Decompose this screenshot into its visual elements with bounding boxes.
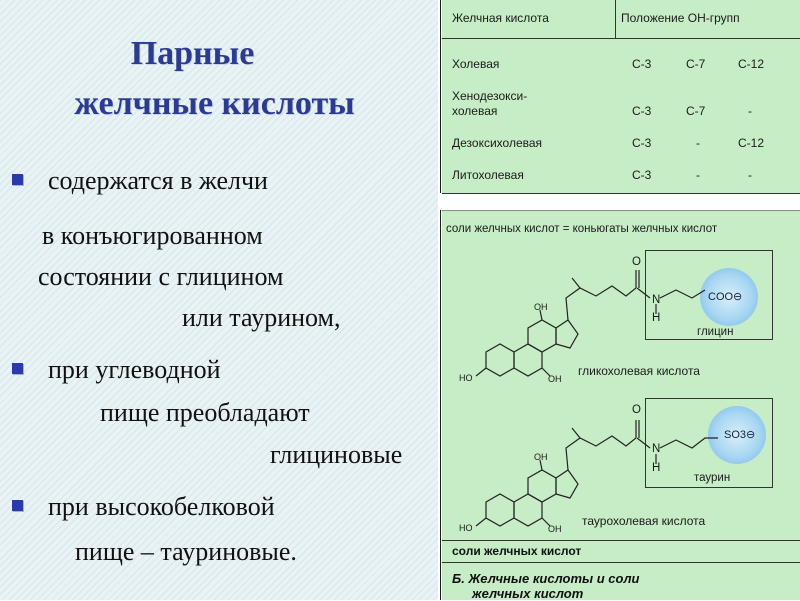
- amide-h: H: [652, 312, 661, 324]
- bullet1-line2: в конъюгированном: [42, 221, 263, 250]
- ho-3-2: HO: [459, 523, 473, 533]
- row1-c12: С-12: [738, 57, 765, 71]
- row3-name: Дезоксихолевая: [452, 136, 543, 150]
- amide-h-2: H: [652, 462, 661, 474]
- carbonyl-o: O: [632, 256, 641, 268]
- row4-c7: -: [696, 168, 700, 182]
- row2-c3: С-3: [632, 104, 652, 118]
- bullet2-line3: глициновые: [270, 440, 403, 469]
- row1-c3: С-3: [632, 57, 652, 71]
- glycocholic-acid-label: гликохолевая кислота: [578, 364, 700, 378]
- ho-3: HO: [459, 373, 473, 383]
- slide-title-line1: Парные: [130, 35, 255, 72]
- bullet2-line1: при углеводной: [48, 355, 221, 384]
- glycine-name: глицин: [697, 326, 734, 338]
- row4-name: Литохолевая: [452, 168, 524, 182]
- row2-name-line1: Хенодезокси-: [452, 89, 528, 103]
- taurine-name: таурин: [694, 472, 731, 484]
- carbonyl-o-2: O: [632, 404, 641, 416]
- oh-12-2: OH: [534, 452, 548, 462]
- table-header-oh: Положение ОН-групп: [621, 11, 740, 25]
- row1-name: Холевая: [452, 57, 500, 71]
- glycine-ion-label: COO⊖: [708, 291, 743, 303]
- footer-salts-label: соли желчных кислот: [452, 544, 582, 558]
- oh-7-2: OH: [548, 524, 562, 534]
- bullet2-line2: пище преобладают: [100, 398, 310, 427]
- row3-c3: С-3: [632, 136, 652, 150]
- bullet1-line1: содержатся в желчи: [48, 166, 268, 195]
- figure-header: соли желчных кислот = коньюгаты желчных кислот: [446, 223, 718, 235]
- slide-title-line2: желчные кислоты: [74, 85, 355, 122]
- figure-caption-line2: желчных кислот: [472, 586, 584, 601]
- row4-c12: -: [748, 168, 752, 182]
- bullet3-line1: при высокобелковой: [48, 492, 275, 521]
- bullet1-line3: состоянии с глицином: [38, 262, 284, 291]
- row2-name-line2: холевая: [452, 104, 498, 118]
- row4-c3: С-3: [632, 168, 652, 182]
- row1-c7: С-7: [686, 57, 706, 71]
- row2-c7: С-7: [686, 104, 706, 118]
- figure-caption-line1: Б. Желчные кислоты и соли: [452, 571, 640, 586]
- figure-footer-rule-bottom: [442, 562, 800, 563]
- bullet1-line4: или таурином,: [182, 303, 341, 332]
- taurocholic-acid-label: таурохолевая кислота: [582, 514, 706, 528]
- row2-c12: -: [748, 104, 752, 118]
- row3-c7: -: [696, 136, 700, 150]
- table-header-acid: Желчная кислота: [452, 11, 549, 25]
- figure-footer-rule-top: [442, 540, 800, 541]
- oh-12: OH: [534, 302, 548, 312]
- bullet3-line2: пище – тауриновые.: [75, 537, 297, 566]
- row3-c12: С-12: [738, 136, 765, 150]
- oh-7: OH: [548, 374, 562, 384]
- amide-n-2: N: [652, 443, 661, 455]
- amide-n: N: [652, 294, 661, 306]
- taurine-ion-label: SO3⊖: [724, 429, 756, 441]
